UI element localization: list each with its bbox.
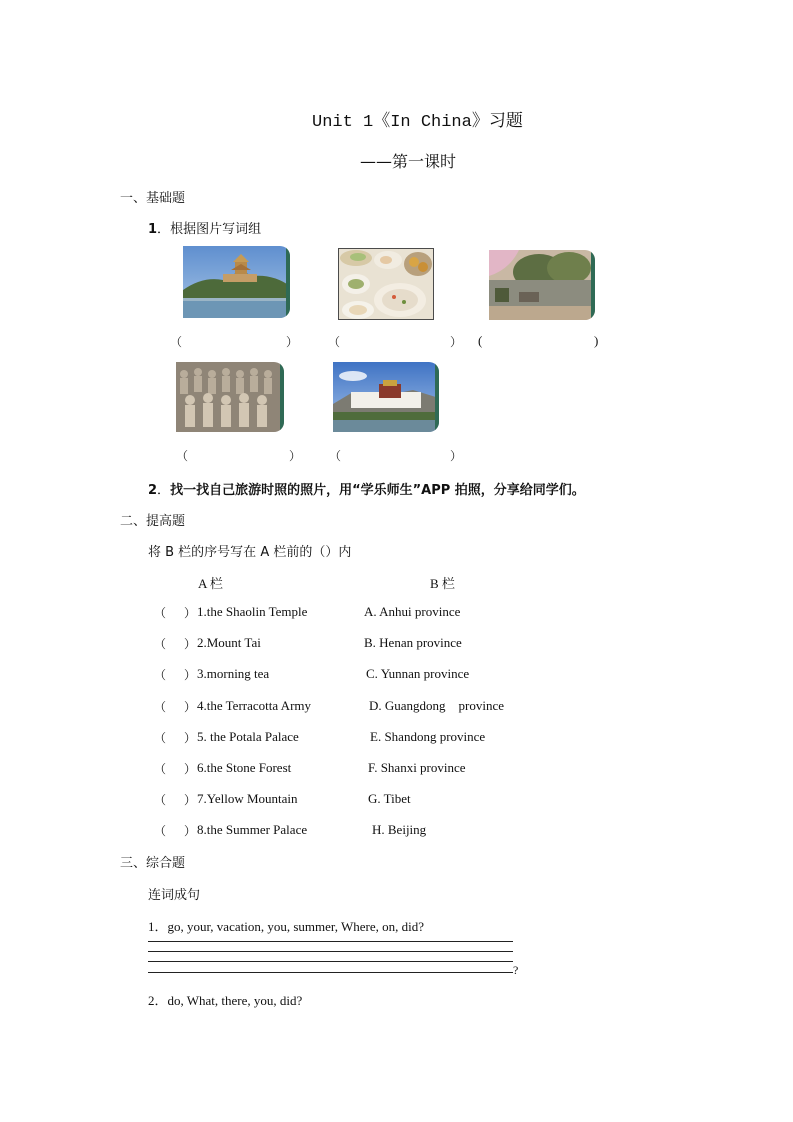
answer-line [148, 961, 513, 962]
terracotta-army-image [176, 362, 284, 432]
blank-open: ( [478, 333, 483, 348]
answer-line [148, 972, 513, 973]
answer-blank-open: （ [154, 637, 167, 652]
column-a-item: 6.the Stone Forest [197, 760, 292, 775]
answer-blank-close: ） [184, 793, 197, 808]
column-a-item: 8.the Summer Palace [197, 822, 308, 838]
question-mark: ? [513, 963, 519, 977]
answer-blank-open: （ [154, 606, 167, 620]
answer-blank-close: ） [184, 668, 197, 683]
answer-blank-open: （ [154, 824, 167, 839]
sentence-question-2: 2．do, What, there, you, did? [148, 993, 303, 1008]
answer-blank-open: （ [154, 793, 167, 808]
page-subtitle: ——第一课时 [360, 152, 457, 171]
blank-close: ) [594, 333, 599, 348]
column-a-item: 5. the Potala Palace [197, 728, 299, 744]
morning-tea-image [338, 248, 434, 320]
blank-close: ） [450, 449, 463, 463]
column-b-item: A. Anhui province [364, 604, 461, 619]
answer-blank-close: ） [184, 637, 197, 652]
matching-instruction: 将 B 栏的序号写在 A 栏前的（）内 [148, 545, 352, 560]
column-a-item: 1.the Shaolin Temple [197, 604, 308, 619]
column-b-header: B 栏 [430, 576, 455, 591]
blank-close: ） [289, 449, 302, 463]
section-heading-advanced: 二、提高题 [120, 514, 186, 529]
column-b-item: D. Guangdong province [369, 697, 505, 713]
question-number: 1 [148, 222, 158, 237]
answer-line [148, 951, 513, 952]
task-title: 连词成句 [148, 888, 201, 903]
blank-open: （ [328, 335, 341, 349]
column-a-item: 7.Yellow Mountain [197, 791, 298, 807]
blank-open: （ [329, 449, 342, 463]
answer-blank-open: （ [154, 699, 167, 714]
column-a-item: 2.Mount Tai [197, 635, 261, 651]
blank-open: （ [170, 335, 183, 349]
answer-blank-close: ） [184, 824, 197, 839]
answer-blank-open: （ [154, 668, 167, 683]
answer-blank-open: （ [154, 730, 167, 745]
column-b-item: H. Beijing [372, 822, 427, 838]
question-1-prompt: 1．根据图片写词组 [148, 222, 262, 237]
column-b-item: B. Henan province [364, 635, 462, 651]
answer-blank-close: ） [184, 762, 197, 776]
column-b-item: F. Shanxi province [368, 760, 466, 775]
column-b-item: C. Yunnan province [366, 666, 470, 682]
sentence-question-1: 1．go, your, vacation, you, summer, Where, on, did? [148, 919, 424, 934]
column-a-header: A 栏 [198, 576, 223, 591]
blank-open: （ [176, 449, 189, 463]
answer-blank-open: （ [154, 762, 167, 776]
column-a-item: 3.morning tea [197, 666, 270, 682]
answer-blank-close: ） [184, 606, 197, 620]
section-heading-basic: 一、基础题 [120, 191, 186, 206]
question-text: 根据图片写词组 [170, 222, 262, 237]
answer-blank-close: ） [184, 730, 197, 745]
potala-palace-image [333, 362, 439, 432]
column-a-item: 4.the Terracotta Army [197, 697, 312, 713]
column-b-item: E. Shandong province [370, 728, 486, 744]
section-heading-comprehensive: 三、综合题 [120, 856, 186, 871]
answer-line [148, 941, 513, 942]
page-title: Unit 1《In China》习题 [312, 113, 523, 132]
question-2-prompt: 2．找一找自己旅游时照的照片，用“学乐师生”APP 拍照，分享给同学们。 [148, 483, 585, 498]
column-b-item: G. Tibet [368, 791, 411, 807]
question-number: 2 [148, 483, 158, 498]
blank-close: ） [450, 335, 463, 349]
answer-blank-close: ） [184, 699, 197, 714]
summer-palace-image [183, 246, 290, 318]
yellow-mountain-image [489, 250, 595, 320]
blank-close: ） [286, 335, 299, 349]
question-text: 找一找自己旅游时照的照片，用“学乐师生”APP 拍照，分享给同学们。 [170, 483, 585, 498]
